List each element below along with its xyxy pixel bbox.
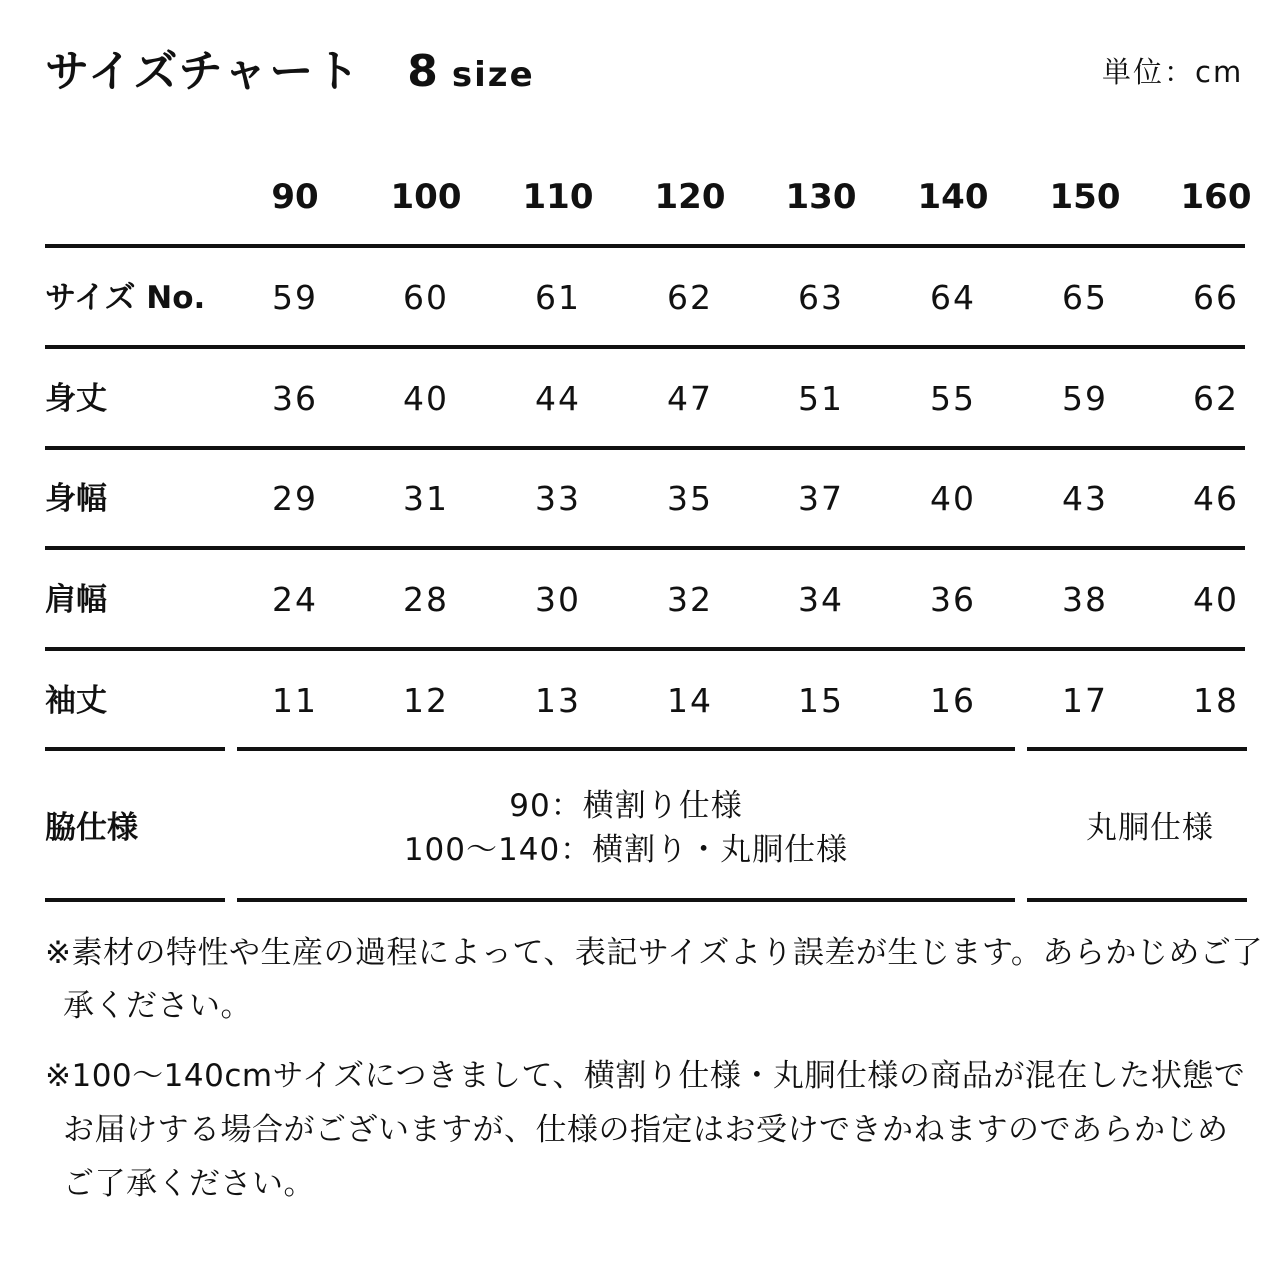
table-cell: 11 [272,681,318,720]
table-rule [45,446,1245,450]
table-cell: 55 [930,379,976,418]
table-cell: 18 [1193,681,1239,720]
table-cell: 62 [1193,379,1239,418]
col-header-130: 130 [785,177,857,217]
col-header-150: 150 [1049,177,1121,217]
table-cell: 59 [1062,379,1108,418]
page-title [45,42,535,105]
table-cell: 17 [1062,681,1108,720]
note-2-line-1: ※100〜140cmサイズにつきまして、横割り仕様・丸胴仕様の商品が混在した状態で [45,1058,1246,1094]
col-header-140: 140 [917,177,989,217]
table-cell: 13 [535,681,581,720]
table-cell: 40 [1193,580,1239,619]
col-header-160: 160 [1180,177,1252,217]
row-label-side-spec: 脇仕様 [45,810,138,846]
table-cell: 40 [403,379,449,418]
table-cell: 40 [930,479,976,518]
table-rule [45,647,1245,651]
table-cell: 15 [798,681,844,720]
table-rule [45,546,1245,550]
side-spec-group-b: 丸胴仕様 [1086,810,1214,846]
row-label-body-length: 身丈 [45,381,107,417]
side-spec-group-a-line1: 90：横割り仕様 [509,788,743,824]
col-header-110: 110 [522,177,594,217]
table-cell: 44 [535,379,581,418]
table-cell: 12 [403,681,449,720]
table-cell: 37 [798,479,844,518]
title-text: サイズチャート [45,46,362,97]
row-label-sleeve-length: 袖丈 [45,683,107,719]
table-rule [45,898,225,902]
table-cell: 31 [403,479,449,518]
table-cell: 61 [535,278,581,317]
table-cell: 59 [272,278,318,317]
note-1-line-1: ※素材の特性や生産の過程によって、表記サイズより誤差が生じます。あらかじめご了 [45,935,1263,971]
note-2-line-3: ご了承ください。 [63,1166,315,1202]
table-cell: 16 [930,681,976,720]
table-cell: 33 [535,479,581,518]
table-rule [237,747,1015,751]
table-cell: 51 [798,379,844,418]
table-cell: 14 [667,681,713,720]
col-header-100: 100 [390,177,462,217]
table-rule [45,244,1245,248]
table-cell: 60 [403,278,449,317]
side-spec-group-a-line2: 100〜140：横割り・丸胴仕様 [403,832,849,868]
table-cell: 35 [667,479,713,518]
table-cell: 62 [667,278,713,317]
table-cell: 30 [535,580,581,619]
note-2-line-2: お届けする場合がございますが、仕様の指定はお受けできかねますのであらかじめ [63,1112,1229,1148]
table-rule [1027,898,1247,902]
table-rule [237,898,1015,902]
note-1-line-2: 承ください。 [63,988,252,1024]
col-header-120: 120 [654,177,726,217]
table-cell: 32 [667,580,713,619]
table-cell: 36 [272,379,318,418]
table-cell: 66 [1193,278,1239,317]
table-cell: 47 [667,379,713,418]
table-rule [45,345,1245,349]
table-cell: 43 [1062,479,1108,518]
row-label-size-no: サイズ No. [45,280,206,316]
table-cell: 63 [798,278,844,317]
table-cell: 34 [798,580,844,619]
table-cell: 36 [930,580,976,619]
table-cell: 29 [272,479,318,518]
table-cell: 65 [1062,278,1108,317]
col-header-90: 90 [271,177,319,217]
row-label-shoulder-width: 肩幅 [45,582,107,618]
table-cell: 46 [1193,479,1239,518]
size-count: 8 [407,46,440,97]
table-cell: 64 [930,278,976,317]
row-label-body-width: 身幅 [45,481,107,517]
table-cell: 24 [272,580,318,619]
table-rule [1027,747,1247,751]
table-cell: 28 [403,580,449,619]
table-rule [45,747,225,751]
unit-label: 単位：cm [1102,55,1244,89]
table-cell: 38 [1062,580,1108,619]
size-count-suffix: size [451,55,535,95]
